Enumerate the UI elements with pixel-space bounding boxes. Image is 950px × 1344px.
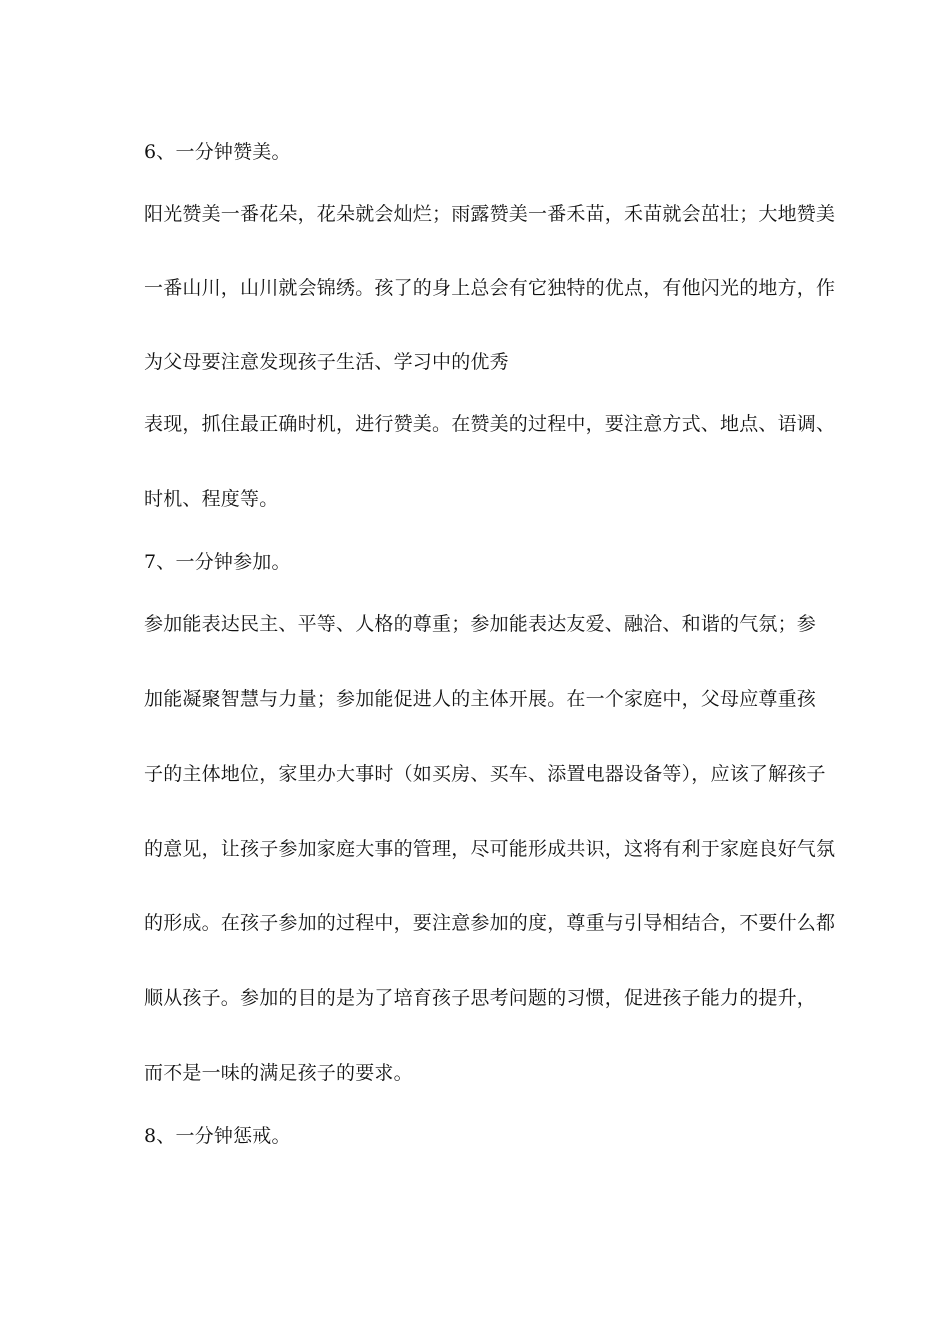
section-6-line-4: 表现，抓住最正确时机，进行赞美。在赞美的过程中，要注意方式、地点、语调、 (144, 413, 836, 435)
section-7-line-4: 的意见，让孩子参加家庭大事的管理，尽可能形成共识，这将有利于家庭良好气氛 (144, 838, 836, 860)
section-6-line-5: 时机、程度等。 (144, 488, 279, 510)
section-7-line-7: 而不是一味的满足孩子的要求。 (144, 1062, 413, 1084)
section-7-line-1: 参加能表达民主、平等、人格的尊重；参加能表达友爱、融洽、和谐的气氛；参 (144, 613, 817, 635)
section-6-line-2: 一番山川，山川就会锦绣。孩了的身上总会有它独特的优点，有他闪光的地方，作 (144, 277, 836, 299)
section-7-heading: 7、一分钟参加。 (144, 551, 291, 573)
section-7-line-2: 加能凝聚智慧与力量；参加能促进人的主体开展。在一个家庭中，父母应尊重孩 (144, 688, 817, 710)
section-6-line-1: 阳光赞美一番花朵，花朵就会灿烂；雨露赞美一番禾苗，禾苗就会茁壮；大地赞美 (144, 203, 836, 225)
section-7-line-5: 的形成。在孩子参加的过程中，要注意参加的度，尊重与引导相结合，不要什么都 (144, 912, 836, 934)
section-7-line-3: 子的主体地位，家里办大事时（如买房、买车、添置电器设备等），应该了解孩子 (144, 763, 826, 785)
section-6-heading: 6、一分钟赞美。 (144, 141, 291, 163)
section-7-line-6: 顺从孩子。参加的目的是为了培育孩子思考问题的习惯，促进孩子能力的提升， (144, 987, 817, 1009)
section-6-line-3: 为父母要注意发现孩子生活、学习中的优秀 (144, 351, 509, 373)
section-8-heading: 8、一分钟惩戒。 (144, 1125, 291, 1147)
